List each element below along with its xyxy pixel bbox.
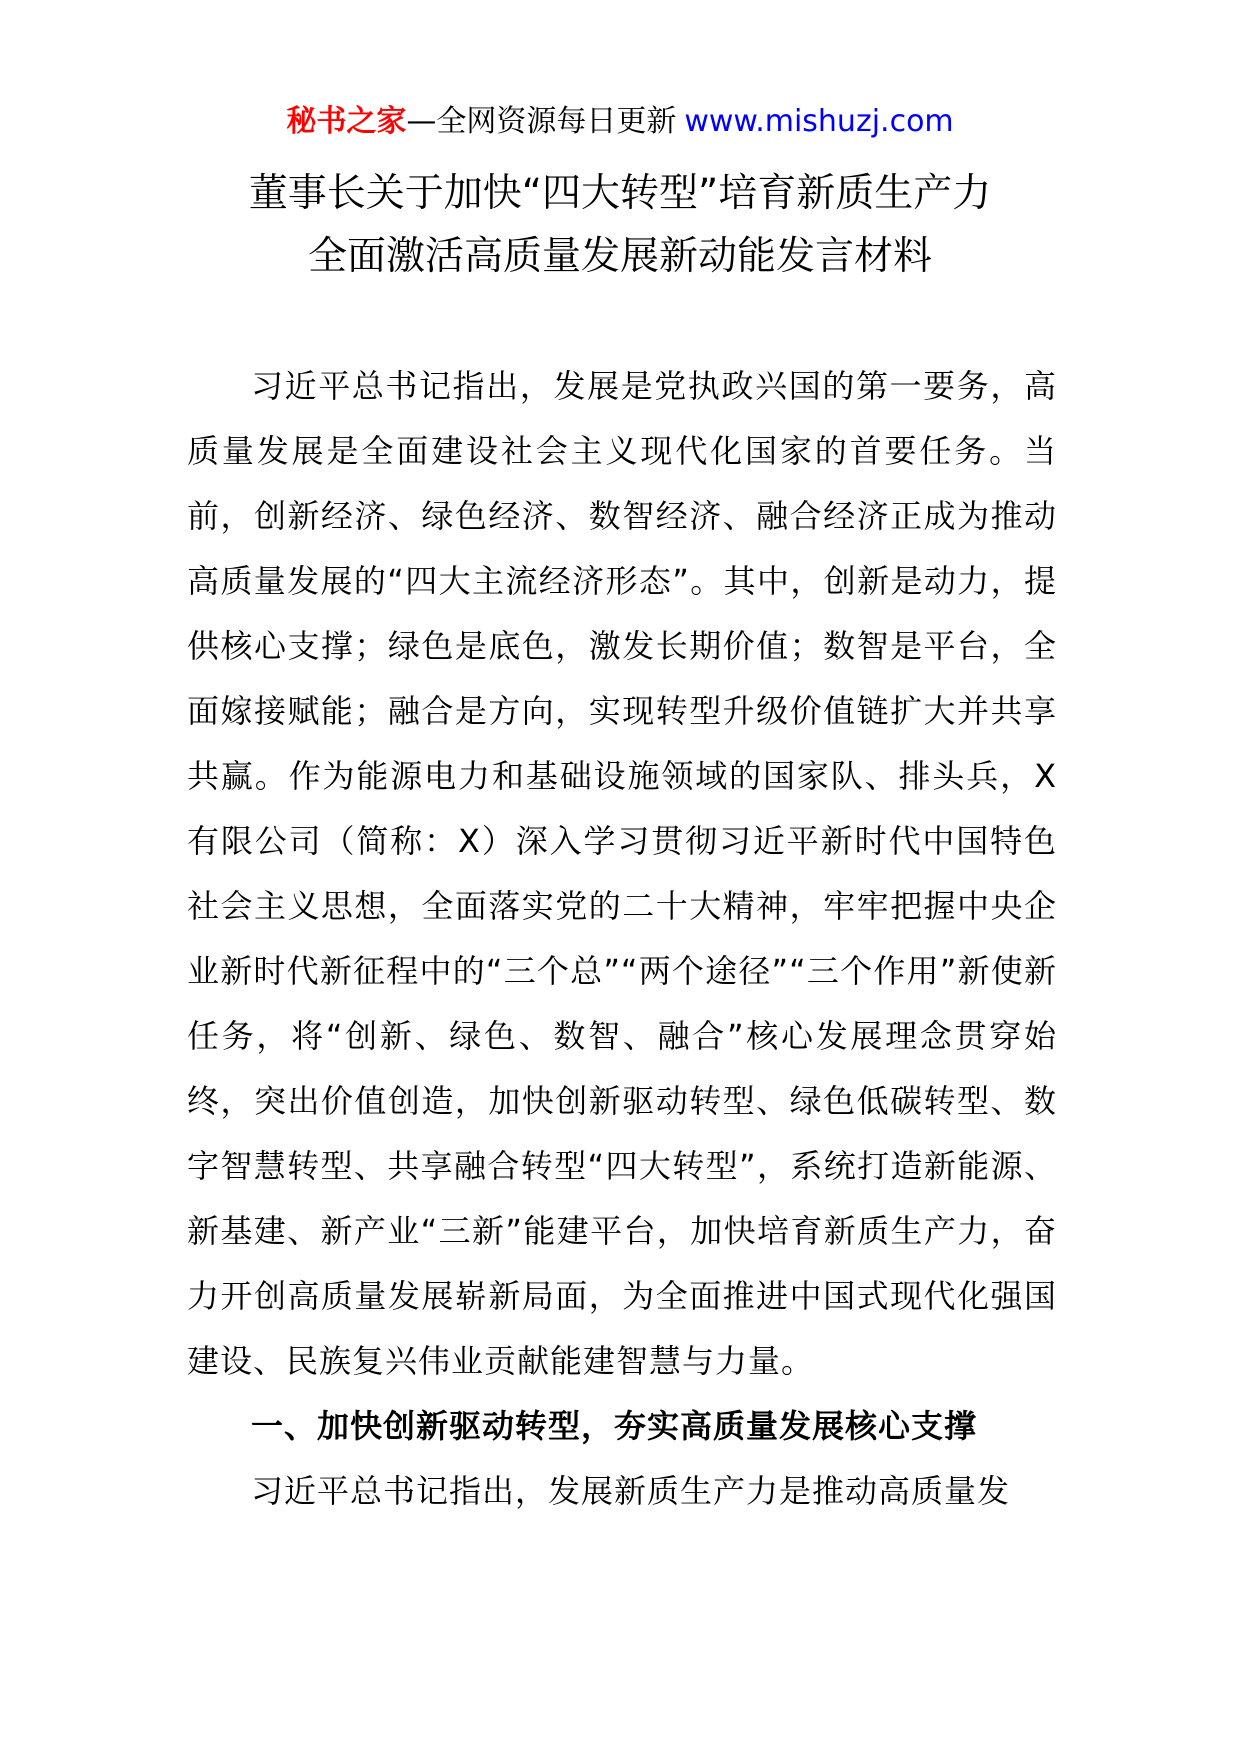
site-url-link[interactable]: www.mishuzj.com	[684, 104, 954, 139]
site-slogan: —全网资源每日更新	[406, 104, 677, 139]
site-header	[0, 100, 1240, 144]
site-name: 秘书之家	[286, 104, 407, 139]
section-heading-1: 一、加快创新驱动转型，夯实高质量发展核心支撑	[251, 1407, 978, 1445]
document-title-line-2: 全面激活高质量发展新动能发言材料	[307, 234, 932, 279]
document-title	[0, 162, 1240, 288]
document-body	[187, 354, 1057, 1524]
section-1-paragraph: 习近平总书记指出，发展新质生产力是推动高质量发	[251, 1472, 1011, 1510]
document-title-line-1: 董事长关于加快“四大转型”培育新质生产力	[248, 171, 992, 216]
intro-paragraph: 习近平总书记指出，发展是党执政兴国的第一要务，高质量发展是全面建设社会主义现代化国家的首要任务。当前，创新经济、绿色经济、数智经济、融合经济正成为推动高质量发展的“四大主流经济形态”。其中，创新是动力，提供核心支撑；绿色是底色，激发长期价值；数智是平台，全面嫁接赋能；融合是方向，实现转型升级价值链扩大并共享共赢。作为能源电力和基础设施领域的国家队、排头兵，X有限公司（简称：X）深入学习贯彻习近平新时代中国特色社会主义思想，全面落实党的二十大精神，牢牢把握中央企业新时代新征程中的“三个总”“两个途径”“三个作用”新使新任务，将“创新、绿色、数智、融合”核心发展理念贯穿始终，突出价值创造，加快创新驱动转型、绿色低碳转型、数字智慧转型、共享融合转型“四大转型”，系统打造新能源、新基建、新产业“三新”能建平台，加快培育新质生产力，奋力开创高质量发展崭新局面，为全面推进中国式现代化强国建设、民族复兴伟业贡献能建智慧与力量。	[187, 367, 1057, 1380]
